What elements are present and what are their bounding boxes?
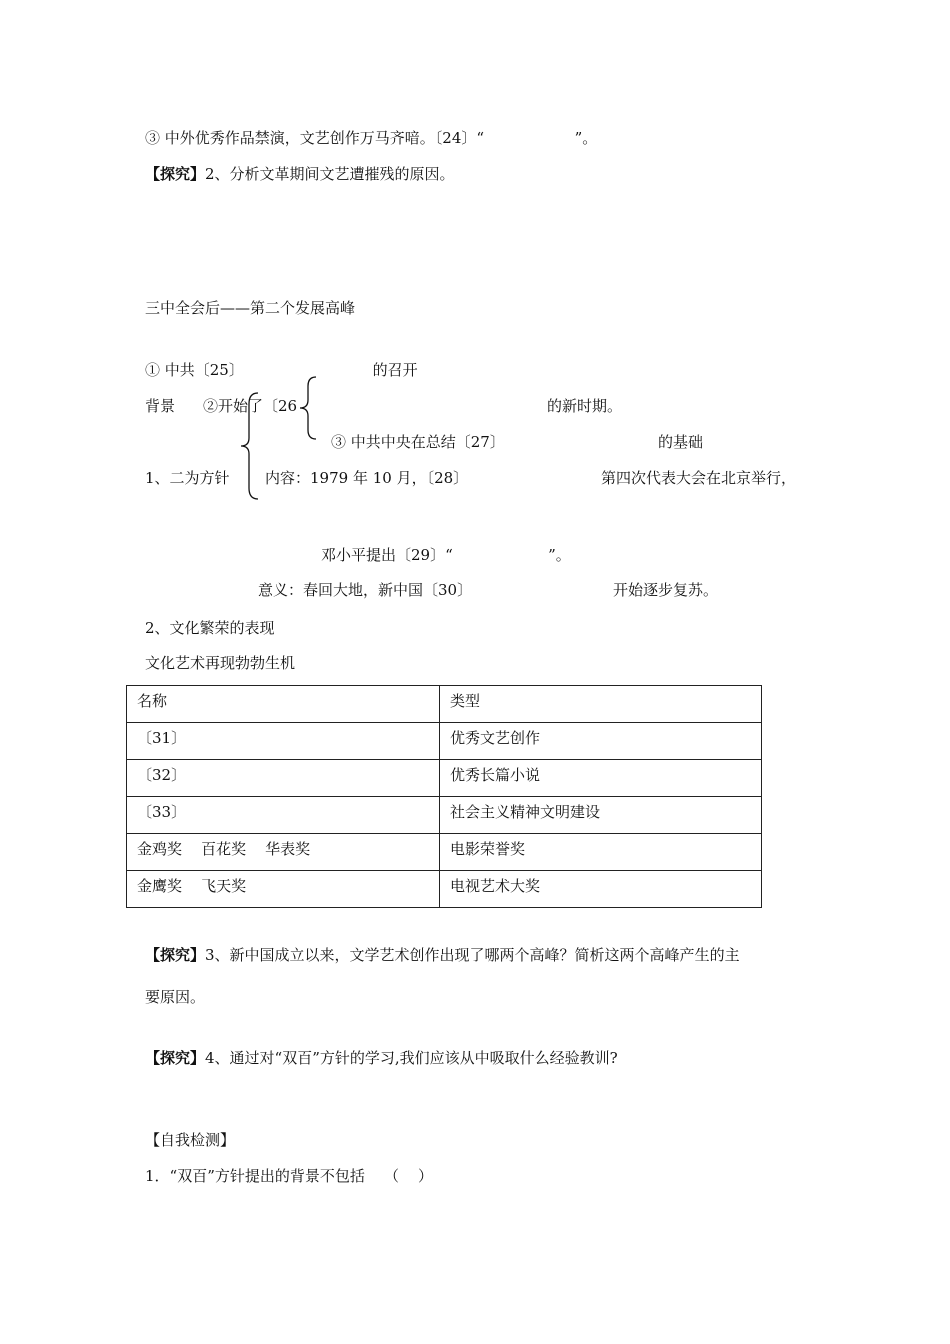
explore-2 [145,164,455,184]
policy-meaning-end: 开始逐步复苏。 [613,581,719,599]
table-row [127,871,762,908]
inner-brace [298,376,320,440]
table-cell: 优秀长篇小说 [440,760,762,797]
policy-label: 1、二为方针 [145,469,230,487]
self-test-heading: 【自我检测】 [145,1131,236,1149]
table-cell: 〔32〕 [127,760,440,797]
table-row [127,760,762,797]
table-row [127,834,762,871]
deng-proposal: 邓小平提出〔29〕“ ”。 [321,546,571,564]
culture-subtitle: 文化艺术再现勃勃生机 [145,654,296,672]
section-title: 三中全会后——第二个发展高峰 [145,299,356,317]
table-cell: 电视艺术大奖 [440,871,762,908]
table-header: 类型 [440,686,762,723]
background-label: 背景 [145,397,176,415]
explore-text: 3、新中国成立以来，文学艺术创作出现了哪两个高峰？简析这两个高峰产生的主 [205,946,740,964]
table-cell: 社会主义精神文明建设 [440,797,762,834]
outer-brace [238,392,262,500]
explore-3-continued: 要原因。 [145,988,206,1006]
policy-content: 内容：1979 年 10 月，〔28〕 [265,469,469,487]
explore-text: 2、分析文革期间文艺遭摧残的原因。 [205,165,455,183]
line-banned-works: ③ 中外优秀作品禁演，文艺创作万马齐喑。〔24〕“ ”。 [145,129,598,147]
table-cell: 优秀文艺创作 [440,723,762,760]
table-header: 名称 [127,686,440,723]
table-cell: 金鹰奖 飞天奖 [127,871,440,908]
policy-content-end: 第四次代表大会在北京举行， [601,469,797,487]
table-cell: 电影荣誉奖 [440,834,762,871]
table-cell: 金鸡奖 百花奖 华表奖 [127,834,440,871]
table-cell: 〔33〕 [127,797,440,834]
explore-3 [145,945,740,965]
explore-tag: 【探究】 [145,1049,206,1067]
explore-tag: 【探究】 [145,165,206,183]
policy-meaning: 意义：春回大地，新中国〔30〕 [258,581,473,599]
question-1: 1．“双百”方针提出的背景不包括 （ ） [145,1167,434,1185]
explore-tag: 【探究】 [145,946,206,964]
awards-table [126,685,762,908]
background-item-2: ②开始了〔26 [203,397,298,415]
table-row [127,723,762,760]
explore-text: 4、通过对“双百”方针的学习,我们应该从中吸取什么经验教训? [205,1049,618,1067]
background-item-3: ③ 中共中央在总结〔27〕 [331,433,505,451]
table-header-row [127,686,762,723]
table-row [127,797,762,834]
background-item-2-end: 的新时期。 [547,397,623,415]
table-cell: 〔31〕 [127,723,440,760]
explore-4 [145,1048,618,1068]
background-item-3-end: 的基础 [658,433,704,451]
culture-title: 2、文化繁荣的表现 [145,619,275,637]
background-item-1: ① 中共〔25〕 的召开 [145,361,418,379]
